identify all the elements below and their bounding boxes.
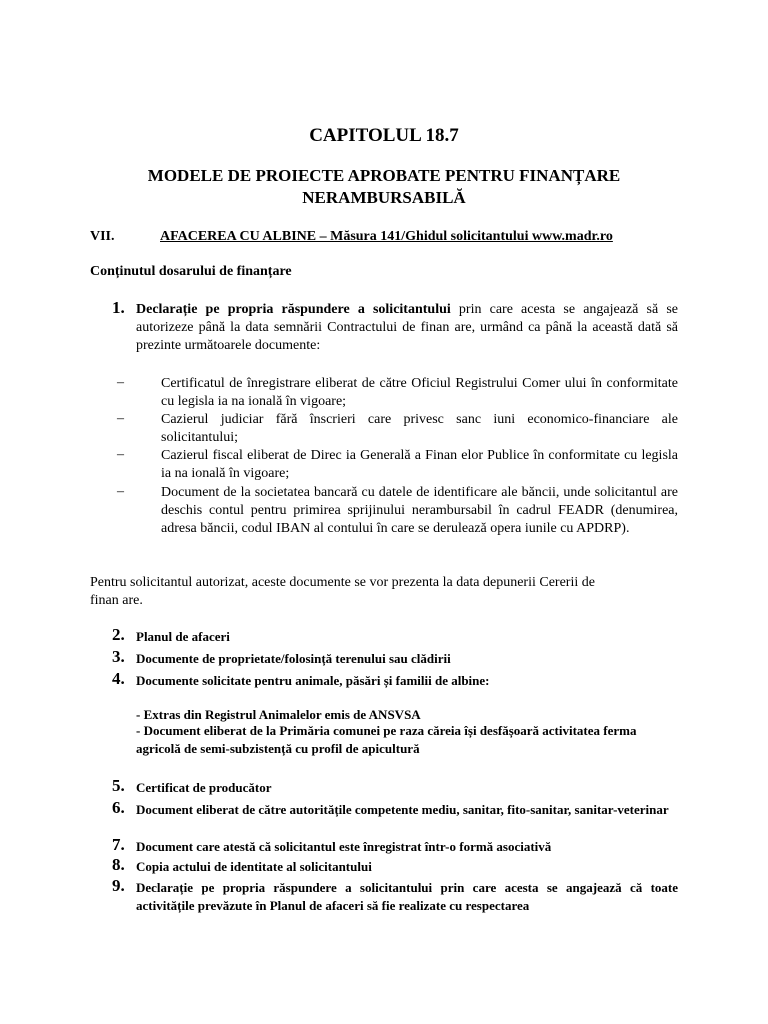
document-list-item: Document de la societatea bancară cu datele de identificare ale băncii, unde solicitantul are deschis contul pentru primirea sprijinului nerambursabil în cadrul FEADR (denumirea, adresa băncii, codul IBAN al contului în care se derulează opera iunile cu APDRP). xyxy=(161,485,678,536)
chapter-heading: CAPITOLUL 18.7 xyxy=(309,125,459,146)
document-list-item: Certificatul de înregistrare eliberat de către Oficiul Registrului Comer ului în conformitate cu legisla ia na ională în vigoare; xyxy=(161,376,678,409)
section-number: VII. xyxy=(90,229,115,244)
subheading: Conținutul dosarului de finanțare xyxy=(90,264,292,279)
item-number: 1. xyxy=(112,298,125,317)
document-title: MODELE DE PROIECTE APROBATE PENTRU FINANȚARE NERAMBURSABILĂ xyxy=(147,166,621,207)
document-list-item: Cazierul fiscal eliberat de Direc ia Generală a Finan elor Publice în conformitate cu legisla ia na ională în vigoare; xyxy=(161,448,678,481)
note-paragraph: Pentru solicitantul autorizat, aceste documente se vor prezenta la data depunerii Cererii de finan are. xyxy=(90,575,595,608)
item-number: 3. xyxy=(112,647,125,666)
item-number: 6. xyxy=(112,798,125,817)
item-text: Document eliberat de către autoritățile competente mediu, sanitar, fito-sanitar, sanitar-veterinar xyxy=(136,802,669,817)
dash-bullet: – xyxy=(117,375,124,390)
item-text: Copia actului de identitate al solicitantului xyxy=(136,859,372,874)
item-text: Certificat de producător xyxy=(136,780,272,795)
subitem: - Document eliberat de la Primăria comunei pe raza căreia își desfășoară activitatea ferma agricolă de semi-subzistență cu profil de apicultură xyxy=(136,723,637,756)
dash-bullet: – xyxy=(117,411,124,426)
dash-bullet: – xyxy=(117,484,124,499)
item-number: 9. xyxy=(112,876,125,895)
dash-bullet: – xyxy=(117,447,124,462)
item-1-text xyxy=(136,301,678,355)
item-number: 7. xyxy=(112,835,125,854)
item-1-rest: prin care acesta se angajează să se autorizeze până la data semnării Contractului de finan are, urmând ca până la această dată să prezinte următoarele documente: xyxy=(136,302,678,353)
item-text: Documente solicitate pentru animale, păsări și familii de albine: xyxy=(136,673,490,688)
section-title: AFACEREA CU ALBINE – Măsura 141/Ghidul solicitantului www.madr.ro xyxy=(160,229,613,244)
item-text: Planul de afaceri xyxy=(136,629,230,644)
item-1-bold: Declarație pe propria răspundere a solicitantului xyxy=(136,302,451,317)
subitem: - Extras din Registrul Animalelor emis de ANSVSA xyxy=(136,707,421,722)
item-number: 8. xyxy=(112,855,125,874)
document-list-item: Cazierul judiciar fără înscrieri care privesc sanc iuni economico-financiare ale solicitantului; xyxy=(161,412,678,445)
item-text: Documente de proprietate/folosință terenului sau clădirii xyxy=(136,651,451,666)
item-number: 5. xyxy=(112,776,125,795)
item-number: 2. xyxy=(112,625,125,644)
item-number: 4. xyxy=(112,669,125,688)
item-text: Document care atestă că solicitantul este înregistrat într-o formă asociativă xyxy=(136,839,552,854)
item-text: Declarație pe propria răspundere a solicitantului prin care acesta se angajează că toate activitățile prevăzute în Planul de afaceri să fie realizate cu respectarea xyxy=(136,880,678,913)
